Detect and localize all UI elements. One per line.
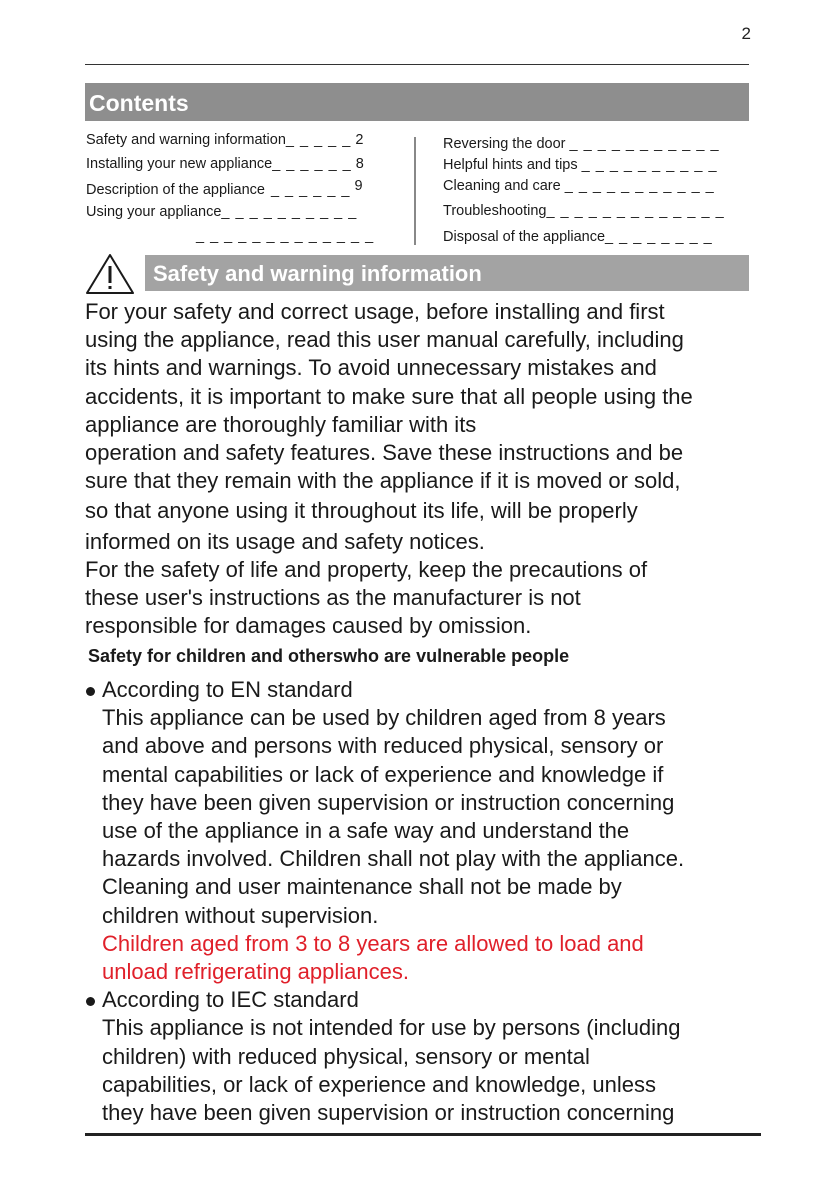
intro-line: operation and safety features. Save these instructions and be <box>85 440 684 466</box>
safety-section-header <box>85 253 749 293</box>
bullet-line: This appliance can be used by children aged from 8 years <box>102 705 666 731</box>
bullet-line: This appliance is not intended for use by persons (including <box>102 1015 681 1041</box>
toc-label: Disposal of the appliance <box>443 229 606 245</box>
toc-label: Cleaning and care <box>443 178 561 194</box>
toc-item-using[interactable] <box>86 204 357 220</box>
vulnerable-people-subheading: Safety for children and otherswho are vulnerable people <box>88 646 570 666</box>
bullet-line: and above and persons with reduced physical, sensory or <box>102 733 664 759</box>
toc-label: Safety and warning information <box>86 132 286 148</box>
toc-leader: _ _ _ _ _ _ <box>272 156 352 172</box>
toc-item-reversing[interactable] <box>443 136 720 152</box>
intro-line: using the appliance, read this user manual carefully, including <box>85 327 684 353</box>
toc-leader: _ _ _ _ _ _ _ _ _ _ _ _ _ <box>546 203 725 219</box>
safety-intro <box>85 298 765 640</box>
intro-line: responsible for damages caused by omission. <box>85 613 532 639</box>
toc-label: Using your appliance <box>86 204 222 220</box>
toc-leader: _ _ _ _ _ _ _ _ _ _ <box>221 204 358 220</box>
intro-line: appliance are thoroughly familiar with its <box>85 411 477 437</box>
intro-line: For the safety of life and property, keep the precautions of <box>85 556 648 582</box>
intro-line: its hints and warnings. To avoid unnecessary mistakes and <box>85 355 657 381</box>
toc-item-troubleshooting[interactable] <box>443 203 725 219</box>
bullet-line: they have been given supervision or instruction concerning <box>102 1100 675 1126</box>
toc-page: 2 <box>355 132 364 148</box>
bullet-line: children without supervision. <box>102 902 379 928</box>
bullet-line: capabilities, or lack of experience and knowledge, unless <box>102 1071 656 1097</box>
toc-label: Description of the appliance <box>86 182 265 198</box>
toc-label: Troubleshooting <box>443 203 547 219</box>
toc-item-cleaning[interactable] <box>443 178 715 194</box>
bullet-line: children) with reduced physical, sensory or mental <box>102 1043 590 1069</box>
toc-label: Installing your new appliance <box>86 156 273 172</box>
toc-leader: _ _ _ _ _ _ _ _ <box>605 229 713 245</box>
toc-page: 9 <box>354 178 363 194</box>
page-number: 2 <box>741 24 751 43</box>
bullet-line: Cleaning and user maintenance shall not be made by <box>102 874 622 900</box>
intro-line: informed on its usage and safety notices. <box>85 528 485 554</box>
safety-bullets <box>85 676 775 1127</box>
toc-leader: _ _ _ _ _ _ _ _ _ _ <box>581 157 718 173</box>
toc-item-installing[interactable] <box>86 156 364 172</box>
intro-line: For your safety and correct usage, before installing and first <box>85 299 665 324</box>
safety-title-bar: Safety and warning information <box>145 255 749 291</box>
bottom-rule <box>85 1133 761 1136</box>
toc-label: Helpful hints and tips <box>443 157 578 173</box>
toc-leader: _ _ _ _ _ _ _ _ _ _ _ <box>569 136 720 152</box>
red-warning-line: Children aged from 3 to 8 years are allowed to load and <box>102 930 644 956</box>
contents-header: Contents <box>85 83 749 121</box>
bullet-en-standard: According to EN standard <box>85 676 775 704</box>
intro-line: accidents, it is important to make sure that all people using the <box>85 383 693 409</box>
red-warning-line: unload refrigerating appliances. <box>102 959 409 985</box>
toc-label: Reversing the door <box>443 136 566 152</box>
toc-leader: _ _ _ _ _ _ _ _ _ _ _ _ _ <box>196 228 375 244</box>
top-rule <box>85 64 749 65</box>
toc-page: 8 <box>355 156 364 172</box>
toc-item-disposal[interactable] <box>443 229 713 245</box>
bullet-iec-standard: According to IEC standard <box>85 986 775 1014</box>
intro-line: these user's instructions as the manufacturer is not <box>85 585 581 611</box>
toc-item-description[interactable] <box>86 178 363 198</box>
toc-item-safety[interactable] <box>86 132 363 148</box>
bullet-line: mental capabilities or lack of experience and knowledge if <box>102 761 664 787</box>
intro-line: so that anyone using it throughout its life, will be properly <box>85 498 638 524</box>
bullet-line: they have been given supervision or instruction concerning <box>102 789 675 815</box>
warning-triangle-icon <box>85 253 135 295</box>
toc-leader: _ _ _ _ _ <box>285 132 352 148</box>
toc-leader: _ _ _ _ _ _ _ _ _ _ _ <box>564 178 715 194</box>
intro-line: sure that they remain with the appliance if it is moved or sold, <box>85 468 681 494</box>
bullet-line: use of the appliance in a safe way and understand the <box>102 818 630 844</box>
toc-item-hints[interactable] <box>443 157 718 173</box>
toc-leader: _ _ _ _ _ _ <box>270 182 351 198</box>
bullet-line: hazards involved. Children shall not play with the appliance. <box>102 846 685 872</box>
toc-item-continuation <box>196 228 374 244</box>
toc-divider <box>414 137 416 245</box>
